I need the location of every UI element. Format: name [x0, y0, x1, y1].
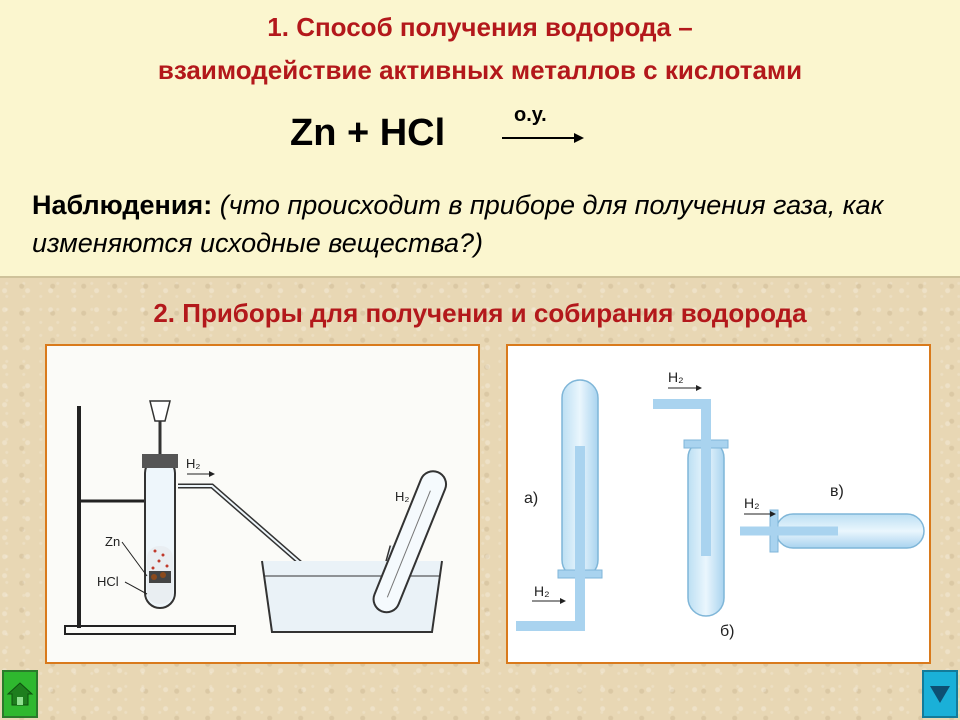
next-slide-button[interactable]	[922, 670, 958, 718]
collection-methods-figure	[506, 344, 931, 664]
observations-label: Наблюдения:	[32, 190, 213, 220]
top-panel	[0, 0, 960, 278]
label-variant-b: б)	[720, 623, 735, 640]
reaction-arrow-icon	[500, 128, 584, 148]
reaction-equation: Zn + HCl	[290, 112, 446, 154]
label-h2-collector: H₂	[395, 489, 410, 504]
observations-question: (что происходит в приборе для получения газа, как изменяются исходные вещества?)	[32, 190, 884, 258]
triangle-down-icon	[927, 681, 953, 707]
label-h2-outlet: H₂	[186, 456, 201, 471]
slide-title-line2: взаимодействие активных металлов с кислотами	[157, 55, 803, 85]
home-icon	[6, 680, 34, 708]
apparatus-drawing	[47, 346, 478, 662]
section2-title: 2. Приборы для получения и собирания водорода	[153, 298, 807, 328]
home-button[interactable]	[2, 670, 38, 718]
label-zn: Zn	[105, 534, 121, 549]
hydrogen-apparatus-figure	[45, 344, 480, 664]
label-variant-a: а)	[524, 490, 539, 507]
label-h2-v: H₂	[744, 495, 760, 511]
collection-drawing	[508, 346, 929, 662]
reaction-condition: о.у.	[514, 104, 547, 126]
label-hcl: HCl	[97, 574, 119, 589]
observations-block	[32, 186, 932, 262]
slide-title-line1: 1. Способ получения водорода –	[267, 12, 693, 42]
label-variant-v: в)	[830, 483, 844, 500]
label-h2-a: H₂	[534, 583, 550, 599]
label-h2-b: H₂	[668, 369, 684, 385]
